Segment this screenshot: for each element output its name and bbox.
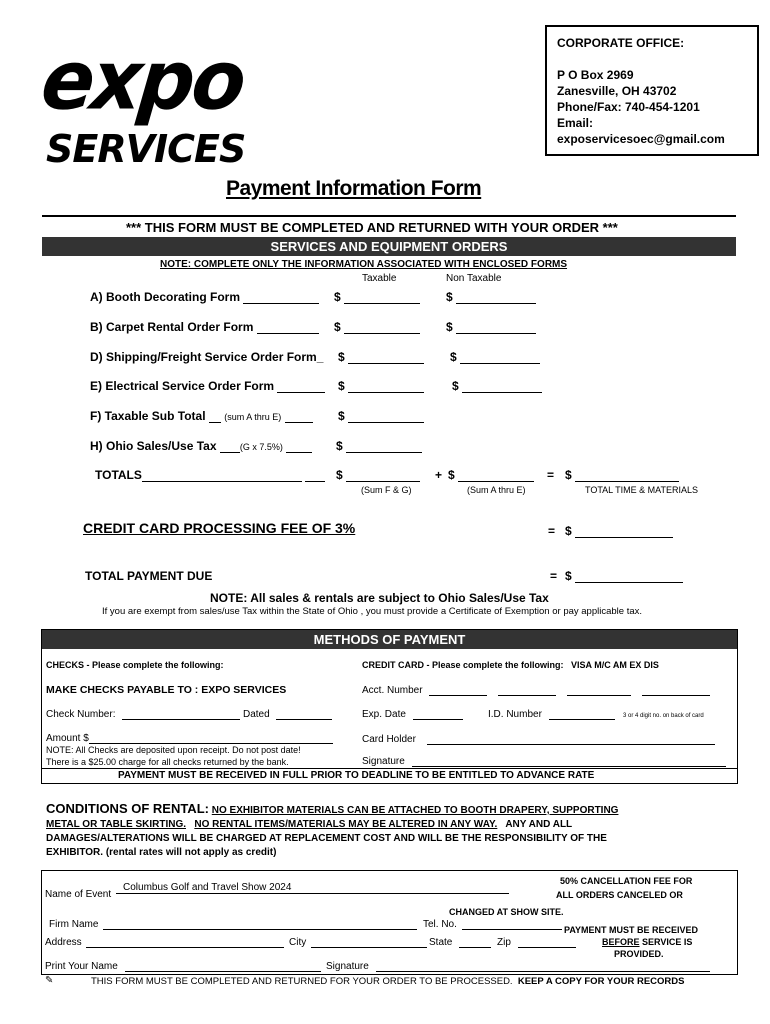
- id-number-label: I.D. Number: [488, 709, 542, 720]
- conditions-text-2: METAL OR TABLE SKIRTING.: [46, 819, 186, 830]
- zip-label: Zip: [497, 937, 511, 948]
- zip-field[interactable]: [497, 937, 576, 948]
- cancellation-line-1: 50% CANCELLATION FEE FOR: [560, 876, 693, 886]
- footer-text: THIS FORM MUST BE COMPLETED AND RETURNED FOR YOUR ORDER TO BE PROCESSED.: [91, 976, 513, 987]
- before-word: BEFORE: [602, 937, 640, 947]
- id-number-field[interactable]: [488, 709, 615, 720]
- payment-before-line-2: [602, 937, 692, 947]
- check-note-2: There is a $25.00 charge for all checks returned by the bank.: [46, 757, 289, 767]
- conditions-label: CONDITIONS OF RENTAL:: [46, 801, 209, 816]
- sum-fg-label: (Sum F & G): [361, 485, 412, 495]
- dollar-sign: $: [448, 468, 455, 482]
- row-b: [90, 320, 319, 334]
- methods-banner: METHODS OF PAYMENT: [42, 630, 737, 649]
- row-a-nontaxable[interactable]: [446, 290, 536, 304]
- state-label: State: [429, 937, 453, 948]
- services-banner: SERVICES AND EQUIPMENT ORDERS: [42, 237, 736, 256]
- services-logo: SERVICES: [46, 127, 246, 171]
- city-label: City: [289, 937, 307, 948]
- dollar-sign: $: [336, 468, 343, 482]
- dollar-sign: $: [338, 409, 345, 423]
- conditions-line-3: DAMAGES/ALTERATIONS WILL BE CHARGED AT REPLACEMENT COST AND WILL BE THE RESPONSIBILITY OF THE: [46, 833, 607, 844]
- address-label: Address: [45, 937, 82, 948]
- row-a-blank[interactable]: [243, 303, 319, 304]
- total-payment-amount[interactable]: [565, 569, 683, 583]
- row-b-label: B) Carpet Rental Order Form: [90, 320, 254, 334]
- row-e-taxable[interactable]: [338, 379, 424, 393]
- deadline-divider: [42, 768, 737, 769]
- note-complete: NOTE: COMPLETE ONLY THE INFORMATION ASSOCIATED WITH ENCLOSED FORMS: [160, 259, 568, 270]
- conditions-text-3: NO RENTAL ITEMS/MATERIALS MAY BE ALTERED IN ANY WAY.: [194, 819, 498, 830]
- acct-number-label: Acct. Number: [362, 685, 423, 696]
- totals-plus: +: [435, 468, 443, 482]
- row-e-label: E) Electrical Service Order Form: [90, 379, 275, 393]
- row-b-nontaxable[interactable]: [446, 320, 536, 334]
- credit-heading: [362, 660, 659, 670]
- checks-payable: MAKE CHECKS PAYABLE TO : EXPO SERVICES: [46, 684, 287, 696]
- cancellation-line-3: CHANGED AT SHOW SITE.: [449, 907, 564, 917]
- exp-date-label: Exp. Date: [362, 709, 406, 720]
- tel-label: Tel. No.: [423, 919, 457, 930]
- total-time-label: TOTAL TIME & MATERIALS: [585, 485, 699, 495]
- cc-fee-amount[interactable]: [565, 524, 673, 538]
- id-number-note: 3 or 4 digit no. on back of card: [623, 713, 704, 719]
- dollar-sign: $: [565, 524, 572, 538]
- page-title: Payment Information Form: [226, 177, 482, 200]
- totals-time-materials[interactable]: [565, 468, 679, 482]
- note-sales-tax: NOTE: All sales & rentals are subject to Ohio Sales/Use Tax: [210, 591, 549, 605]
- col-nontaxable: Non Taxable: [446, 273, 502, 284]
- corporate-phone: Phone/Fax: 740-454-1201: [557, 100, 700, 114]
- check-note-1: NOTE: All Checks are deposited upon receipt. Do not post date!: [46, 745, 301, 755]
- card-holder-field[interactable]: [362, 734, 715, 745]
- row-f-taxable[interactable]: [338, 409, 424, 423]
- check-dated-field[interactable]: [243, 709, 332, 720]
- state-field[interactable]: [429, 937, 491, 948]
- sum-ae-label: (Sum A thru E): [467, 485, 526, 495]
- dollar-sign: $: [334, 290, 341, 304]
- corporate-office-box: [545, 25, 759, 156]
- corporate-email-label: Email:: [557, 116, 594, 130]
- conditions-text-4: ANY AND ALL: [505, 819, 573, 830]
- cc-fee-label: CREDIT CARD PROCESSING FEE OF 3%: [83, 520, 356, 536]
- corporate-po-box: P O Box 2969: [557, 68, 634, 82]
- total-payment-label: TOTAL PAYMENT DUE: [85, 569, 213, 583]
- check-amount-label: Amount $: [46, 733, 89, 744]
- row-h-blank[interactable]: [286, 452, 312, 453]
- service-is-text: SERVICE IS: [639, 937, 693, 947]
- city-field[interactable]: [289, 937, 427, 948]
- row-b-blank[interactable]: [257, 333, 319, 334]
- dollar-sign: $: [338, 379, 345, 393]
- dollar-sign: $: [450, 350, 457, 364]
- print-name-field[interactable]: [45, 961, 321, 972]
- totals-blank[interactable]: [142, 481, 302, 482]
- check-dated-label: Dated: [243, 709, 270, 720]
- title-divider: [42, 215, 736, 217]
- card-signature-label: Signature: [362, 756, 405, 767]
- row-a-label: A) Booth Decorating Form: [90, 290, 240, 304]
- dollar-sign: $: [565, 569, 572, 583]
- dollar-sign: $: [446, 320, 453, 334]
- conditions-line-1: [46, 802, 618, 818]
- row-totals: [95, 468, 325, 482]
- dollar-sign: $: [336, 439, 343, 453]
- totals-taxable[interactable]: [336, 468, 420, 482]
- firm-name-label: Firm Name: [49, 919, 99, 930]
- conditions-line-4: EXHIBITOR. (rental rates will not apply as credit): [46, 847, 277, 858]
- total-payment-equals: =: [550, 569, 558, 583]
- row-d-label: D) Shipping/Freight Service Order Form_: [90, 350, 324, 364]
- corporate-email: exposervicesoec@gmail.com: [557, 132, 725, 146]
- card-holder-label: Card Holder: [362, 734, 416, 745]
- totals-nontaxable[interactable]: [448, 468, 534, 482]
- signature-field[interactable]: [326, 961, 710, 972]
- credit-card-types: VISA M/C AM EX DIS: [571, 660, 659, 670]
- row-e-nontaxable[interactable]: [452, 379, 542, 393]
- print-name-label: Print Your Name: [45, 961, 118, 972]
- checks-heading: CHECKS - Please complete the following:: [46, 660, 224, 670]
- row-f-blank[interactable]: [285, 422, 313, 423]
- row-d-taxable[interactable]: [338, 350, 424, 364]
- row-e: [90, 379, 325, 393]
- totals-equals: =: [547, 468, 555, 482]
- corporate-city: Zanesville, OH 43702: [557, 84, 677, 98]
- row-b-taxable[interactable]: [334, 320, 420, 334]
- dollar-sign: $: [334, 320, 341, 334]
- event-name-label: Name of Event: [45, 889, 112, 900]
- dollar-sign: $: [446, 290, 453, 304]
- check-amount-field[interactable]: [46, 733, 333, 744]
- conditions-text-1: NO EXHIBITOR MATERIALS CAN BE ATTACHED TO BOOTH DRAPERY, SUPPORTING: [211, 805, 619, 816]
- totals-label: TOTALS: [95, 468, 142, 482]
- check-number-label: Check Number:: [46, 709, 116, 720]
- row-h-note: (G x 7.5%): [239, 442, 283, 452]
- credit-heading-label: CREDIT CARD - Please complete the following:: [362, 660, 564, 670]
- row-d-nontaxable[interactable]: [450, 350, 540, 364]
- cancellation-line-2: ALL ORDERS CANCELED OR: [556, 890, 683, 900]
- cc-fee-equals: =: [548, 524, 556, 538]
- row-f-label: F) Taxable Sub Total: [90, 409, 206, 423]
- footer-line: [91, 976, 685, 987]
- address-field[interactable]: [45, 937, 284, 948]
- card-signature-field[interactable]: [362, 756, 726, 767]
- row-f-note: (sum A thru E): [224, 412, 282, 422]
- row-f: [90, 409, 313, 423]
- dollar-sign: $: [565, 468, 572, 482]
- dollar-sign: $: [452, 379, 459, 393]
- dollar-sign: $: [338, 350, 345, 364]
- payment-deadline: PAYMENT MUST BE RECEIVED IN FULL PRIOR TO DEADLINE TO BE ENTITLED TO ADVANCE RATE: [118, 770, 595, 781]
- row-h-taxable[interactable]: [336, 439, 422, 453]
- row-a: [90, 290, 319, 304]
- event-name-value: Columbus Golf and Travel Show 2024: [116, 882, 509, 894]
- footer-keep-copy: KEEP A COPY FOR YOUR RECORDS: [517, 976, 685, 987]
- firm-name-field[interactable]: [49, 919, 417, 930]
- acct-number-field[interactable]: [362, 685, 710, 696]
- row-h-label: H) Ohio Sales/Use Tax: [90, 439, 217, 453]
- row-h: [90, 439, 312, 453]
- event-name-field[interactable]: [116, 882, 509, 894]
- must-complete-notice: *** THIS FORM MUST BE COMPLETED AND RETURNED WITH YOUR ORDER ***: [126, 220, 618, 235]
- check-number-field[interactable]: [46, 709, 240, 720]
- exp-date-field[interactable]: [362, 709, 463, 720]
- conditions-line-2: [46, 819, 572, 830]
- corporate-heading: CORPORATE OFFICE:: [557, 36, 685, 50]
- payment-before-line-3: PROVIDED.: [614, 949, 664, 959]
- pen-icon: ✎: [45, 975, 54, 986]
- signature-label: Signature: [326, 961, 369, 972]
- note-exempt: If you are exempt from sales/use Tax within the State of Ohio , you must provide a Certificate of Exemption or pay applicable tax.: [102, 606, 643, 617]
- row-e-blank[interactable]: [277, 392, 325, 393]
- row-a-taxable[interactable]: [334, 290, 420, 304]
- col-taxable: Taxable: [362, 273, 397, 284]
- tel-field[interactable]: [423, 919, 562, 930]
- payment-before-line-1: PAYMENT MUST BE RECEIVED: [564, 925, 699, 935]
- expo-logo: expo: [37, 33, 248, 129]
